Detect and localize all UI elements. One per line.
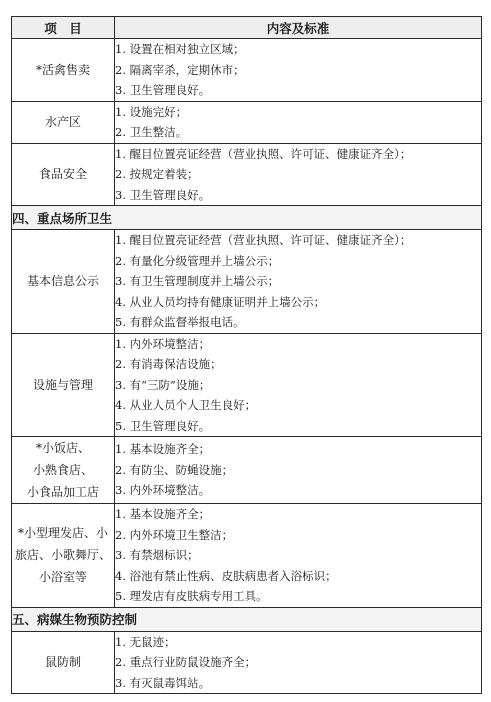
table-row bbox=[12, 143, 482, 206]
standard-line: 3. 有“三防”设施； bbox=[115, 377, 211, 392]
table-row bbox=[12, 39, 482, 102]
standard-line: 5. 有群众监督举报电话。 bbox=[115, 315, 245, 329]
standard-content-cell bbox=[115, 333, 482, 437]
header-content-cell: 内容及标准 bbox=[115, 17, 482, 39]
standard-line: 2. 卫生整洁。 bbox=[115, 125, 188, 139]
item-name-cell bbox=[12, 504, 115, 608]
standard-line: 3. 内外环境整洁。 bbox=[115, 483, 211, 498]
standard-line: 2. 隔离宰杀，定期休市； bbox=[115, 62, 245, 77]
item-name-cell bbox=[12, 143, 115, 206]
item-name-cell bbox=[12, 333, 115, 437]
item-name-cell bbox=[12, 39, 115, 102]
item-name-line: 鼠防制 bbox=[44, 655, 81, 670]
standard-line: 2. 有防尘、防蝇设施； bbox=[115, 462, 234, 477]
item-name-line: 旅店、小歌舞厅、 bbox=[14, 548, 111, 563]
standard-line: 4. 从业人员个人卫生良好； bbox=[115, 398, 257, 412]
item-name-cell bbox=[12, 631, 115, 694]
item-name-line: 水产区 bbox=[44, 115, 81, 129]
table-row bbox=[12, 101, 482, 143]
standard-content-cell bbox=[115, 504, 482, 608]
item-name-cell bbox=[12, 101, 115, 143]
item-name-line: *活禽售卖 bbox=[35, 62, 90, 77]
standard-line: 1. 基本设施齐全； bbox=[115, 507, 211, 521]
standard-line: 1. 醒目位置亮证经营（营业执照、许可证、健康证齐全）； bbox=[115, 146, 412, 161]
standard-content-cell bbox=[115, 631, 482, 694]
item-name-line: 小浴室等 bbox=[38, 570, 87, 585]
standard-line: 1. 内外环境整洁； bbox=[115, 336, 211, 351]
standard-line: 2. 有量化分级管理并上墙公示； bbox=[115, 253, 280, 268]
item-name-line: *小型理发店、小 bbox=[17, 526, 108, 541]
standard-line: 2. 按规定着装； bbox=[115, 167, 199, 181]
standard-line: 1. 设置在相对独立区域； bbox=[115, 42, 245, 56]
table-row bbox=[12, 504, 482, 608]
standard-content-cell bbox=[115, 230, 482, 334]
header-item-cell: 项 目 bbox=[12, 17, 115, 39]
standard-line: 1. 设施完好； bbox=[115, 104, 188, 119]
section-heading: 四、重点场所卫生 bbox=[12, 206, 482, 230]
standard-line: 2. 内外环境卫生整洁； bbox=[115, 527, 234, 542]
item-name-line: 小熟食店、 bbox=[32, 463, 93, 477]
standard-line: 3. 卫生管理良好。 bbox=[115, 187, 211, 202]
standard-line: 3. 有禁烟标识； bbox=[115, 548, 199, 562]
item-name-line: 设施与管理 bbox=[32, 377, 93, 392]
item-name-line: *小饭店、 bbox=[35, 441, 90, 455]
section-heading: 五、病媒生物预防控制 bbox=[12, 607, 482, 631]
item-name-line: 小食品加工店 bbox=[26, 485, 99, 499]
table-row bbox=[12, 230, 482, 334]
section-heading-row bbox=[12, 206, 482, 230]
standard-content-cell bbox=[115, 101, 482, 143]
table-row bbox=[12, 631, 482, 694]
standards-table bbox=[11, 16, 482, 694]
item-name-line: 基本信息公示 bbox=[26, 274, 99, 289]
standard-line: 5. 理发店有皮肤病专用工具。 bbox=[115, 589, 268, 603]
item-name-cell bbox=[12, 230, 115, 334]
standard-line: 2. 有消毒保洁设施； bbox=[115, 357, 222, 371]
item-name-cell bbox=[12, 437, 115, 504]
table-row bbox=[12, 437, 482, 504]
standard-line: 1. 无鼠迹； bbox=[115, 634, 176, 649]
section-heading-row bbox=[12, 607, 482, 631]
table-row bbox=[12, 333, 482, 437]
standard-line: 1. 醒目位置亮证经营（营业执照、许可证、健康证齐全）； bbox=[115, 233, 412, 247]
standard-line: 3. 卫生管理良好。 bbox=[115, 83, 211, 97]
table-header-row bbox=[12, 17, 482, 39]
item-name-line: 食品安全 bbox=[38, 167, 87, 182]
standard-content-cell bbox=[115, 39, 482, 102]
standard-line: 4. 从业人员均持有健康证明并上墙公示； bbox=[115, 294, 326, 309]
standard-content-cell bbox=[115, 437, 482, 504]
standard-line: 2. 重点行业防鼠设施齐全； bbox=[115, 655, 257, 669]
standard-line: 5. 卫生管理良好。 bbox=[115, 418, 211, 433]
standard-content-cell bbox=[115, 143, 482, 206]
standard-line: 1. 基本设施齐全； bbox=[115, 442, 211, 457]
standard-line: 3. 有卫生管理制度并上墙公示； bbox=[115, 274, 280, 288]
standard-line: 4. 浴池有禁止性病、皮肤病患者入浴标识； bbox=[115, 568, 337, 583]
standard-line: 3. 有灭鼠毒饵站。 bbox=[115, 675, 211, 690]
